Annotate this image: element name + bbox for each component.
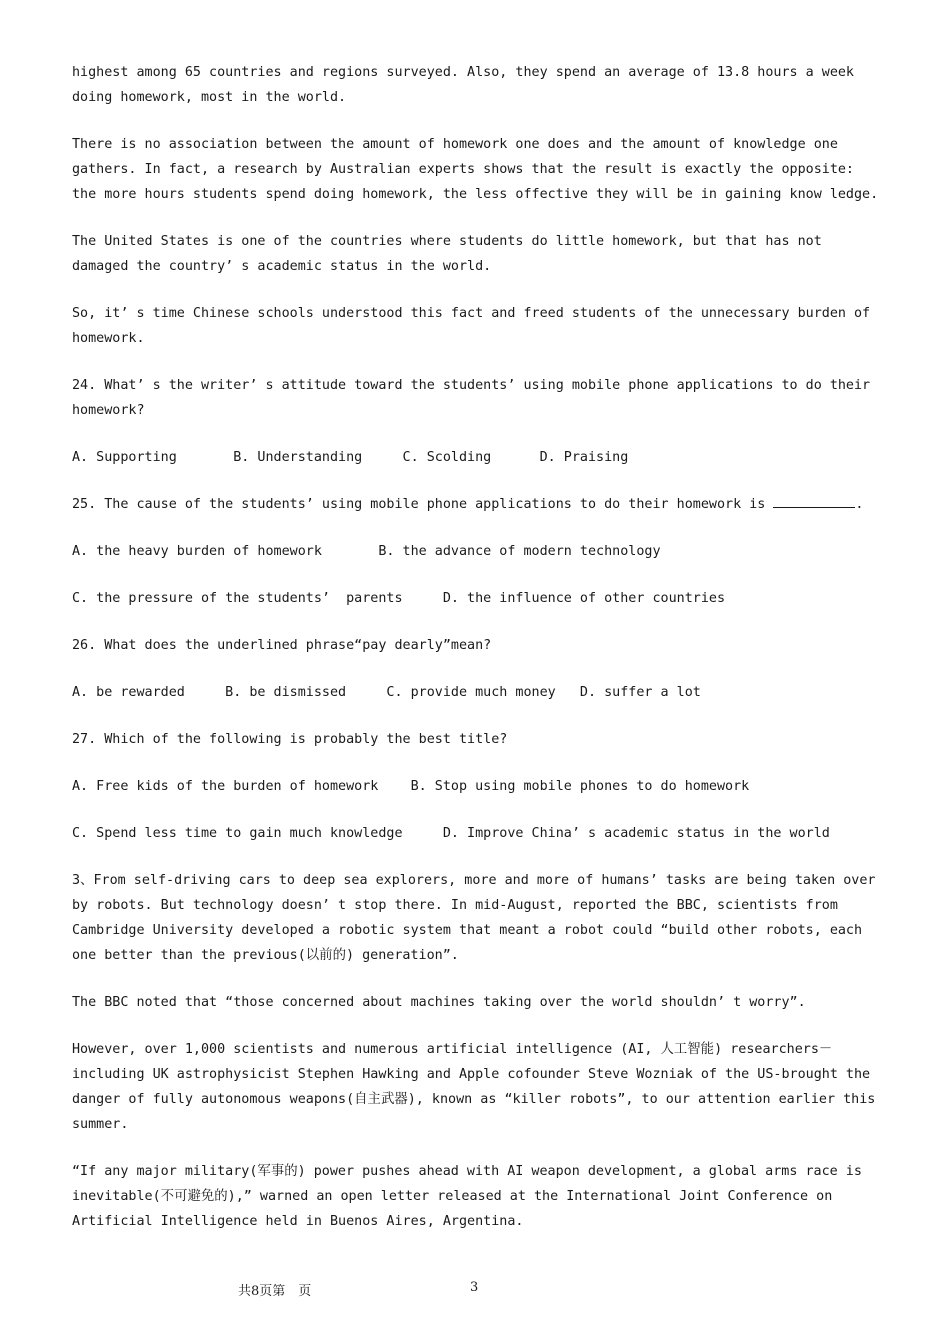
question-27-options-row-1: A. Free kids of the burden of homework B. Stop using mobile phones to do homework	[72, 779, 750, 794]
question-27-stem: 27. Which of the following is probably the best title?	[72, 732, 508, 747]
page-number: 3	[470, 1280, 479, 1295]
question-25-stem-end: .	[855, 497, 864, 512]
answer-blank	[773, 493, 855, 508]
question-26-options: A. be rewarded B. be dismissed C. provide much money D. suffer a lot	[72, 685, 701, 700]
passage-3-paragraph: However, over 1,000 scientists and numerous artificial intelligence (AI, 人工智能) researchers－including UK astrophysicist Stephen Hawking and Apple cofounder Steve Wozniak of the US-brought the danger of fully autonomous weapons(自主武器), known as “killer robots”, to our attention earlier this summer.	[72, 1042, 876, 1132]
question-24-stem: 24. What’ s the writer’ s attitude toward the students’ using mobile phone applications to do their homework?	[72, 378, 871, 418]
question-26-stem: 26. What does the underlined phrase“pay dearly”mean?	[72, 638, 492, 653]
question-24-options: A. Supporting B. Understanding C. Scolding D. Praising	[72, 450, 629, 465]
question-25-options-row-2: C. the pressure of the students’ parents D. the influence of other countries	[72, 591, 726, 606]
question-25-stem-text: 25. The cause of the students’ using mobile phone applications to do their homework is	[72, 497, 766, 512]
passage-3-paragraph: 3、From self-driving cars to deep sea explorers, more and more of humans’ tasks are being taken over by robots. But technology doesn’ t stop there. In mid-August, reported the BBC, scientists from Cambridge University developed a robotic system that meant a robot could “build other robots, each one better than the previous(以前的) generation”.	[72, 873, 876, 963]
passage-3-paragraph: The BBC noted that “those concerned about machines taking over the world shouldn’ t worry”.	[72, 995, 806, 1010]
question-25-stem	[72, 492, 884, 517]
page-count-label: 共8页第 页	[238, 1284, 312, 1299]
paragraph: highest among 65 countries and regions surveyed. Also, they spend an average of 13.8 hours a week doing homework, most in the world.	[72, 65, 854, 105]
passage-3-paragraph: “If any major military(军事的) power pushes ahead with AI weapon development, a global arms race is inevitable(不可避免的),” warned an open letter released at the International Joint Conference on Artificial Intelligence held in Buenos Aires, Argentina.	[72, 1164, 862, 1229]
paragraph: There is no association between the amount of homework one does and the amount of knowledge one gathers. In fact, a research by Australian experts shows that the result is exactly the opposite: the more hours students spend doing homework, the less offective they will be in gaining know ledge.	[72, 137, 879, 202]
question-27-options-row-2: C. Spend less time to gain much knowledge D. Improve China’ s academic status in the world	[72, 826, 830, 841]
paragraph: The United States is one of the countries where students do little homework, but that has not damaged the country’ s academic status in the world.	[72, 234, 822, 274]
paragraph: So, it’ s time Chinese schools understood this fact and freed students of the unnecessary burden of homework.	[72, 306, 871, 346]
question-25-options-row-1: A. the heavy burden of homework B. the advance of modern technology	[72, 544, 661, 559]
document-body	[72, 60, 884, 1256]
